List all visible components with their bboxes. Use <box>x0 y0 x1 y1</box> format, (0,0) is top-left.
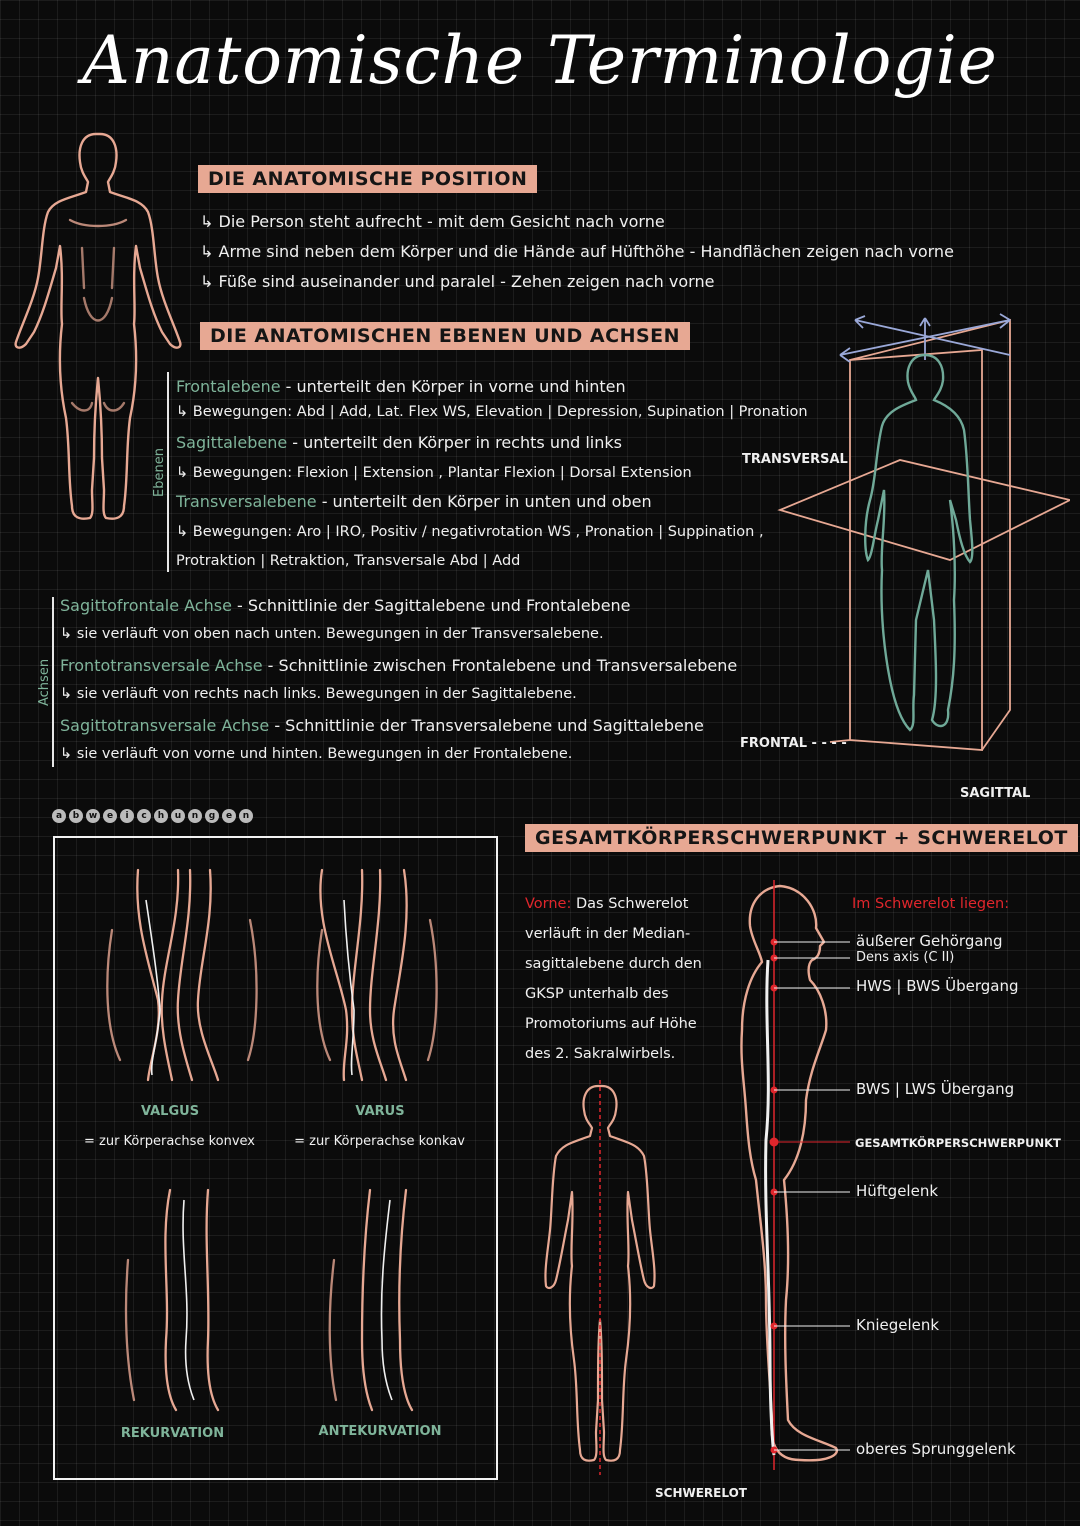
valgus-description: = zur Körperachse konvex <box>83 1134 255 1149</box>
antekurvation-title: ANTEKURVATION <box>318 1424 442 1439</box>
letter-circle: w <box>86 809 100 823</box>
frontal-label: FRONTAL - - - - <box>740 736 847 751</box>
gksp-vorne-line-0: Vorne: Das Schwerelot <box>525 896 689 912</box>
letter-circle: b <box>69 809 83 823</box>
transversal-label: TRANSVERSAL <box>742 452 848 467</box>
transversal-movements-2: Protraktion | Retraktion, Transversale Abd | Add <box>176 553 521 569</box>
sagittal-movements: ↳ Bewegungen: Flexion | Extension , Plantar Flexion | Dorsal Extension <box>176 465 692 481</box>
axis-2-row: Frontotransversale Achse - Schnittlinie zwischen Frontalebene und Transversalebene <box>60 656 738 675</box>
side-figure-schwerelot <box>730 880 850 1480</box>
point-bws-lws: BWS | LWS Übergang <box>856 1080 1015 1098</box>
transversal-movements: ↳ Bewegungen: Aro | IRO, Positiv / negativrotation WS , Pronation | Suppination , <box>176 524 764 540</box>
gksp-heading: GESAMTKÖRPERSCHWERPUNKT + SCHWERELOT <box>525 824 1078 852</box>
letter-circle: e <box>222 809 236 823</box>
point-kniegelenk: Kniegelenk <box>856 1316 940 1334</box>
axis-1-row: Sagittofrontale Achse - Schnittlinie der Sagittalebene und Frontalebene <box>60 596 631 615</box>
page-title: Anatomische Terminologie <box>82 22 998 99</box>
plane-figure-body <box>865 355 972 730</box>
letter-circle: a <box>52 809 66 823</box>
letter-circle: h <box>154 809 168 823</box>
valgus-title: VALGUS <box>140 1104 200 1119</box>
varus-description: = zur Körperachse konkav <box>294 1134 465 1149</box>
gksp-vorne-line-3: GKSP unterhalb des <box>525 986 669 1002</box>
letter-circle: i <box>120 809 134 823</box>
planes-bracket-line <box>167 372 169 572</box>
point-hws-bws: HWS | BWS Übergang <box>856 977 1019 995</box>
axis-3-row: Sagittotransversale Achse - Schnittlinie der Transversalebene und Sagittalebene <box>60 716 704 735</box>
point-hueftgelenk: Hüftgelenk <box>856 1182 939 1200</box>
point-gehoergang: äußerer Gehörgang <box>856 932 1003 950</box>
abweichungen-circles <box>52 803 256 823</box>
position-line-3: ↳ Füße sind auseinander und paralel - Zehen zeigen nach vorne <box>200 272 715 291</box>
lot-heading: Im Schwerelot liegen: <box>852 896 1010 912</box>
front-figure-schwerelot <box>540 1080 660 1480</box>
point-gksp: GESAMTKÖRPERSCHWERPUNKT <box>855 1136 1061 1150</box>
axis-1-line: ↳ sie verläuft von oben nach unten. Bewegungen in der Transversalebene. <box>60 626 604 642</box>
frontal-movements: ↳ Bewegungen: Abd | Add, Lat. Flex WS, Elevation | Depression, Supination | Pronation <box>176 404 808 420</box>
body-planes-diagram <box>760 300 1070 770</box>
letter-circle: n <box>188 809 202 823</box>
axis-2-line: ↳ sie verläuft von rechts nach links. Bewegungen in der Sagittalebene. <box>60 686 577 702</box>
transversal-plane-row: Transversalebene - unterteilt den Körper in unten und oben <box>176 492 652 511</box>
schwerelot-label: SCHWERELOT <box>655 1486 747 1500</box>
sagittal-label: SAGITTAL <box>960 786 1031 801</box>
gksp-vorne-line-4: Promotoriums auf Höhe <box>525 1016 697 1032</box>
gksp-vorne-line-1: verläuft in der Median- <box>525 926 691 942</box>
sagittal-plane-row: Sagittalebene - unterteilt den Körper in rechts und links <box>176 433 622 452</box>
anatomical-position-heading: DIE ANATOMISCHE POSITION <box>198 165 537 193</box>
axis-3-line: ↳ sie verläuft von vorne und hinten. Bewegungen in der Frontalebene. <box>60 746 573 762</box>
position-line-2: ↳ Arme sind neben dem Körper und die Hände auf Hüfthöhe - Handflächen zeigen nach vorne <box>200 242 954 261</box>
varus-legs <box>320 870 406 1080</box>
letter-circle: e <box>103 809 117 823</box>
spine-and-leg-bones <box>766 960 774 1455</box>
position-line-1: ↳ Die Person steht aufrecht - mit dem Gesicht nach vorne <box>200 212 665 231</box>
gksp-vorne-line-2: sagittalebene durch den <box>525 956 702 972</box>
point-dens-axis: Dens axis (C II) <box>856 950 955 965</box>
axes-side-label: Achsen <box>37 658 52 706</box>
side-figure-outline <box>741 886 836 1460</box>
gksp-vorne-line-5: des 2. Sakralwirbels. <box>525 1046 676 1062</box>
planes-axes-heading: DIE ANATOMISCHEN EBENEN UND ACHSEN <box>200 322 690 350</box>
valgus-legs <box>137 870 218 1080</box>
letter-circle: c <box>137 809 151 823</box>
axes-bracket-line <box>52 597 54 767</box>
letter-circle: n <box>239 809 253 823</box>
letter-circle: u <box>171 809 185 823</box>
rekurvation-leg <box>165 1190 218 1410</box>
point-sprunggelenk: oberes Sprunggelenk <box>856 1440 1016 1458</box>
varus-title: VARUS <box>355 1104 405 1119</box>
planes-side-label: Ebenen <box>152 448 167 497</box>
transversal-plane-frame <box>780 460 1070 560</box>
frontal-plane-row: Frontalebene - unterteilt den Körper in vorne und hinten <box>176 377 626 396</box>
letter-circle: g <box>205 809 219 823</box>
rekurvation-title: REKURVATION <box>120 1426 225 1441</box>
